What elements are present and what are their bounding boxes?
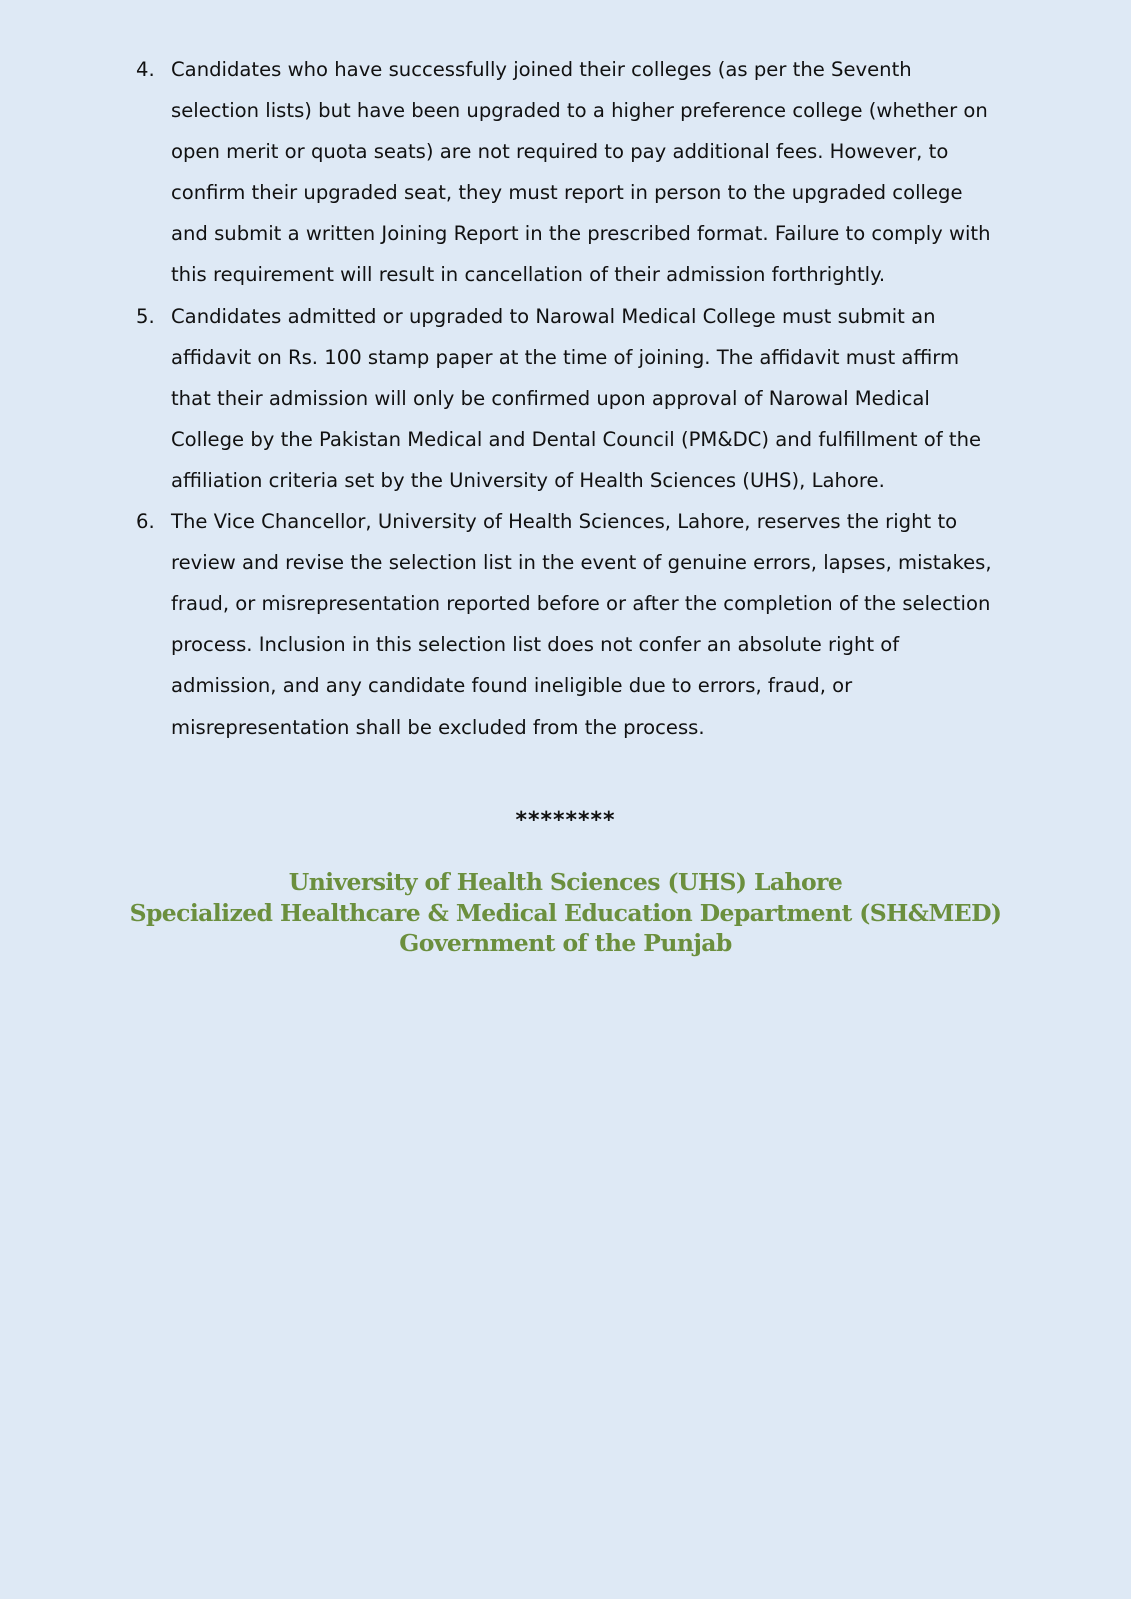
- condition-text: The Vice Chancellor, University of Health Sciences, Lahore, reserves the right to review and revise the selection list in the event of genuine errors, lapses, mistakes, fraud, or misrepresentation reported before or after the completion of the selection process. Inclusion in this selection list does not confer an absolute right of admission, and any candidate found ineligible due to errors, fraud, or misrepresentation shall be excluded from the process.: [171, 510, 992, 739]
- condition-item-6: [136, 501, 998, 748]
- conditions-list: [136, 49, 998, 748]
- condition-number: 4.: [136, 58, 155, 81]
- footer-government-name: Government of the Punjab: [399, 929, 732, 957]
- footer-department-name: Specialized Healthcare & Medical Education Department (SH&MED): [129, 898, 1002, 927]
- condition-item-4: [136, 49, 998, 296]
- section-separator: ********: [515, 808, 616, 833]
- condition-item-5: [136, 296, 998, 501]
- condition-text: Candidates who have successfully joined their colleges (as per the Seventh selection lists) but have been upgraded to a higher preference college (whether on open merit or quota seats) are not required to pay additional fees. However, to confirm their upgraded seat, they must report in person to the upgraded college and submit a written Joining Report in the prescribed format. Failure to comply with this requirement will result in cancellation of their admission forthrightly.: [171, 58, 991, 287]
- issuing-authority-footer: [0, 867, 1131, 959]
- condition-number: 5.: [136, 304, 155, 328]
- condition-text: Candidates admitted or upgraded to Narowal Medical College must submit an affidavit on Rs. 100 stamp paper at the time of joining. The affidavit must affirm that their admission will only be confirmed upon approval of Narowal Medical College by the Pakistan Medical and Dental Council (PM&DC) and fulfillment of the affiliation criteria set by the University of Health Sciences (UHS), Lahore.: [171, 304, 982, 492]
- footer-university-name: University of Health Sciences (UHS) Lahore: [288, 868, 843, 896]
- condition-number: 6.: [136, 510, 155, 534]
